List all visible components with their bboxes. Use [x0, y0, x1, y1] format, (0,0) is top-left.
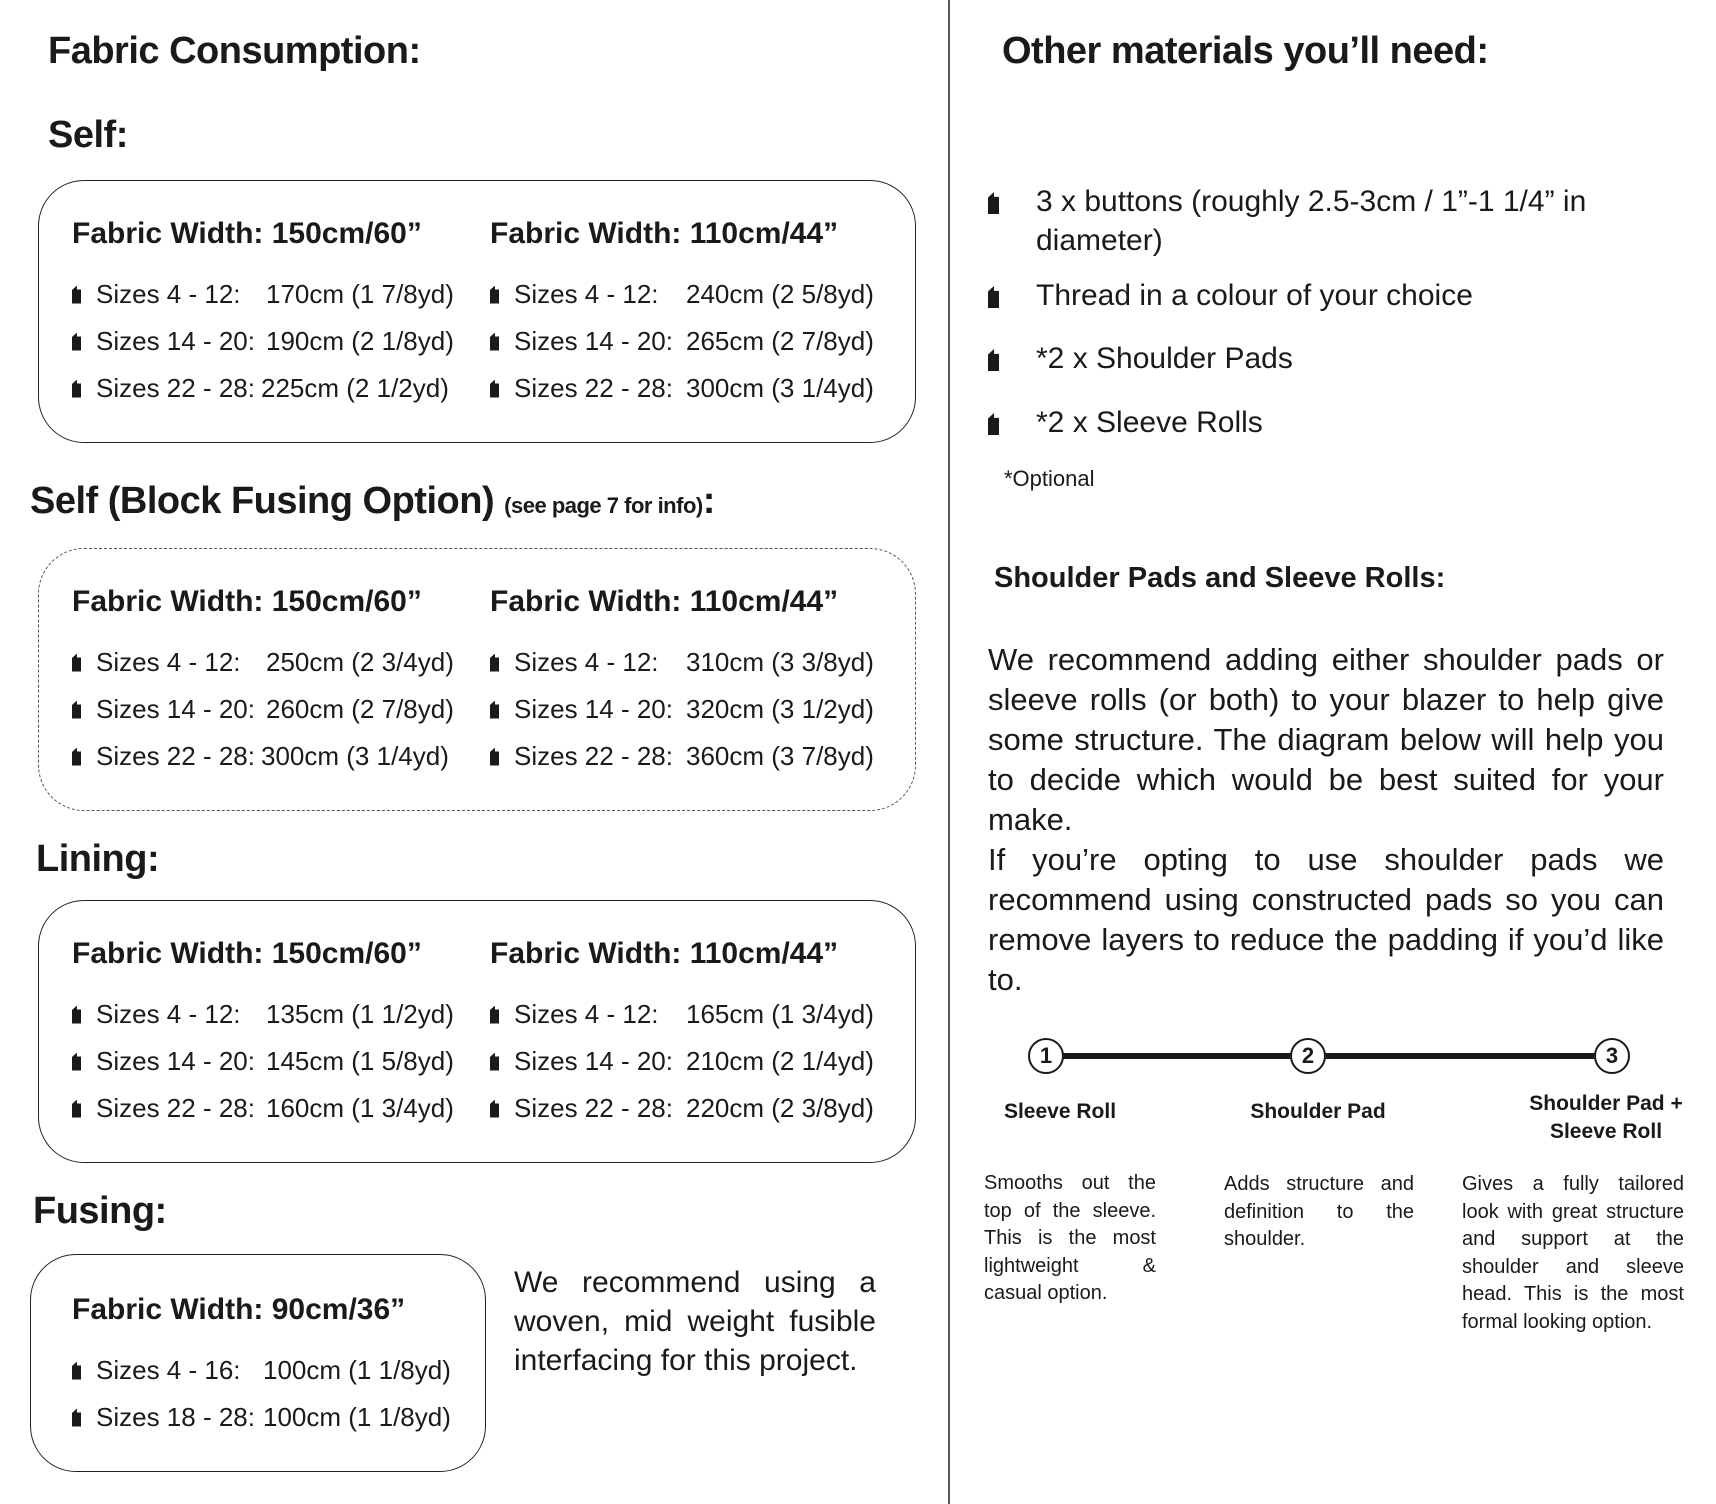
opting-paragraph: If you’re opting to use shoulder pads we recommend using constructed pads so you can remove layers to reduce the padding if you’d like to. — [988, 842, 1664, 997]
block-col-150 — [72, 585, 454, 780]
bullet-icon — [490, 1100, 499, 1118]
bullet-icon — [490, 286, 499, 304]
size-value: 220cm (2 3/8yd) — [686, 1093, 874, 1123]
other-materials-title: Other materials you’ll need: — [1002, 30, 1489, 72]
table-row — [72, 1038, 454, 1085]
bullet-icon — [490, 1053, 499, 1071]
lining-col-110 — [490, 937, 874, 1132]
table-row — [72, 1347, 451, 1394]
step-2-icon: 2 — [1290, 1038, 1326, 1074]
size-label: Sizes 14 - 20: — [514, 326, 673, 356]
bullet-icon — [988, 413, 999, 435]
material-text: 3 x buttons (roughly 2.5-3cm / 1”-1 1/4” in diameter) — [1036, 185, 1587, 257]
scale-track — [1046, 1053, 1612, 1059]
self-table-box — [38, 180, 916, 443]
bullet-icon — [72, 1053, 81, 1071]
bullet-icon — [72, 701, 81, 719]
step-3-label — [1506, 1090, 1706, 1146]
self-heading: Self: — [48, 114, 128, 156]
table-row — [72, 1394, 451, 1441]
bullet-icon — [72, 380, 81, 398]
block-col-110-title: Fabric Width: 110cm/44” — [490, 585, 839, 618]
bullet-icon — [72, 286, 81, 304]
bullet-icon — [72, 1006, 81, 1024]
size-label: Sizes 4 - 12: — [96, 999, 241, 1029]
table-row — [72, 686, 454, 733]
self-col-150 — [72, 217, 454, 412]
size-label: Sizes 14 - 20: — [514, 1046, 673, 1076]
self-col-110-title: Fabric Width: 110cm/44” — [490, 217, 839, 250]
material-text: *2 x Sleeve Rolls — [1036, 406, 1263, 439]
material-item — [1000, 339, 1640, 378]
size-label: Sizes 4 - 12: — [96, 279, 241, 309]
material-item — [1000, 276, 1640, 315]
size-label: Sizes 22 - 28: — [514, 1093, 673, 1123]
size-label: Sizes 4 - 12: — [514, 647, 659, 677]
self-col-150-title: Fabric Width: 150cm/60” — [72, 217, 422, 250]
material-text: *2 x Shoulder Pads — [1036, 342, 1293, 375]
lining-heading: Lining: — [36, 838, 160, 880]
size-value: 360cm (3 7/8yd) — [686, 741, 874, 771]
table-row — [490, 1085, 874, 1132]
fusing-note: We recommend using a woven, mid weight fusible interfacing for this project. — [514, 1266, 876, 1377]
size-value: 300cm (3 1/4yd) — [261, 741, 449, 771]
step-1-description: Smooths out the top of the sleeve. This is the most lightweight & casual option. — [984, 1172, 1156, 1304]
size-value: 170cm (1 7/8yd) — [266, 279, 454, 309]
lining-table-box — [38, 900, 916, 1163]
size-label: Sizes 14 - 20: — [514, 694, 673, 724]
size-label: Sizes 22 - 28: — [96, 741, 255, 771]
block-fusing-colon: : — [702, 480, 715, 522]
table-row — [490, 365, 874, 412]
material-item — [1000, 403, 1640, 442]
shoulder-subheading: Shoulder Pads and Sleeve Rolls: — [994, 562, 1446, 594]
bullet-icon — [72, 748, 81, 766]
lining-col-150-title: Fabric Width: 150cm/60” — [72, 937, 422, 970]
bullet-icon — [490, 748, 499, 766]
size-label: Sizes 22 - 28: — [96, 373, 255, 403]
bullet-icon — [72, 1409, 81, 1427]
size-label: Sizes 18 - 28: — [96, 1402, 255, 1432]
size-value: 240cm (2 5/8yd) — [686, 279, 874, 309]
size-label: Sizes 22 - 28: — [514, 741, 673, 771]
fusing-col-90-title: Fabric Width: 90cm/36” — [72, 1293, 406, 1326]
size-label: Sizes 14 - 20: — [96, 326, 255, 356]
fusing-table-box — [30, 1254, 486, 1472]
table-row — [490, 733, 874, 780]
bullet-icon — [490, 333, 499, 351]
size-label: Sizes 4 - 12: — [514, 279, 659, 309]
size-label: Sizes 4 - 12: — [514, 999, 659, 1029]
step-3-label-line2: Sleeve Roll — [1549, 1120, 1663, 1143]
size-label: Sizes 14 - 20: — [96, 1046, 255, 1076]
size-value: 100cm (1 1/8yd) — [263, 1402, 451, 1432]
self-col-110 — [490, 217, 874, 412]
size-label: Sizes 22 - 28: — [96, 1093, 255, 1123]
fusing-col-90 — [72, 1293, 451, 1441]
bullet-icon — [72, 654, 81, 672]
bullet-icon — [490, 1006, 499, 1024]
size-value: 210cm (2 1/4yd) — [686, 1046, 874, 1076]
bullet-icon — [490, 701, 499, 719]
size-value: 145cm (1 5/8yd) — [266, 1046, 454, 1076]
bullet-icon — [988, 192, 999, 214]
size-value: 300cm (3 1/4yd) — [686, 373, 874, 403]
bullet-icon — [72, 1362, 81, 1380]
table-row — [72, 365, 454, 412]
table-row — [72, 271, 454, 318]
lining-col-150 — [72, 937, 454, 1132]
size-value: 310cm (3 3/8yd) — [686, 647, 874, 677]
step-3-label-line1: Shoulder Pad + — [1529, 1092, 1683, 1115]
step-3-icon: 3 — [1594, 1038, 1630, 1074]
table-row — [72, 733, 454, 780]
block-col-150-title: Fabric Width: 150cm/60” — [72, 585, 422, 618]
bullet-icon — [988, 349, 999, 371]
step-2-label: Shoulder Pad — [1250, 1100, 1386, 1123]
size-label: Sizes 4 - 12: — [96, 647, 241, 677]
table-row — [490, 1038, 874, 1085]
size-value: 250cm (2 3/4yd) — [266, 647, 454, 677]
page-divider — [948, 0, 950, 1504]
block-fusing-heading-text: Self (Block Fusing Option) — [30, 480, 495, 522]
step-2-description: Adds structure and definition to the shoulder. — [1224, 1173, 1414, 1250]
size-value: 160cm (1 3/4yd) — [266, 1093, 454, 1123]
fabric-consumption-title: Fabric Consumption: — [48, 30, 421, 72]
optional-note: *Optional — [1004, 466, 1095, 491]
block-fusing-heading — [30, 480, 715, 523]
table-row — [490, 639, 874, 686]
bullet-icon — [72, 1100, 81, 1118]
size-label: Sizes 4 - 16: — [96, 1355, 241, 1385]
step-1-icon: 1 — [1028, 1038, 1064, 1074]
size-value: 225cm (2 1/2yd) — [261, 373, 449, 403]
size-label: Sizes 22 - 28: — [514, 373, 673, 403]
fusing-heading: Fusing: — [33, 1190, 167, 1232]
size-label: Sizes 14 - 20: — [96, 694, 255, 724]
table-row — [490, 271, 874, 318]
size-value: 135cm (1 1/2yd) — [266, 999, 454, 1029]
block-col-110 — [490, 585, 874, 780]
bullet-icon — [490, 380, 499, 398]
table-row — [490, 686, 874, 733]
table-row — [72, 639, 454, 686]
table-row — [72, 991, 454, 1038]
material-text: Thread in a colour of your choice — [1036, 279, 1473, 312]
table-row — [490, 991, 874, 1038]
table-row — [72, 1085, 454, 1132]
size-value: 320cm (3 1/2yd) — [686, 694, 874, 724]
step-1-label: Sleeve Roll — [1003, 1100, 1117, 1123]
size-value: 190cm (2 1/8yd) — [266, 326, 454, 356]
size-value: 260cm (2 7/8yd) — [266, 694, 454, 724]
size-value: 165cm (1 3/4yd) — [686, 999, 874, 1029]
step-3-description: Gives a fully tailored look with great structure and support at the shoulder and sleeve head. This is the most formal looking option. — [1462, 1173, 1684, 1333]
size-value: 265cm (2 7/8yd) — [686, 326, 874, 356]
table-row — [72, 318, 454, 365]
block-fusing-table-box — [38, 548, 916, 811]
lining-col-110-title: Fabric Width: 110cm/44” — [490, 937, 839, 970]
bullet-icon — [988, 286, 999, 308]
recommend-paragraph: We recommend adding either shoulder pads or sleeve rolls (or both) to your blazer to help give some structure. The diagram below will help you to decide which would be best suited for your make. — [988, 642, 1664, 837]
material-item — [1000, 182, 1640, 260]
bullet-icon — [72, 333, 81, 351]
size-value: 100cm (1 1/8yd) — [263, 1355, 451, 1385]
table-row — [490, 318, 874, 365]
bullet-icon — [490, 654, 499, 672]
block-fusing-note: (see page 7 for info) — [504, 493, 703, 518]
